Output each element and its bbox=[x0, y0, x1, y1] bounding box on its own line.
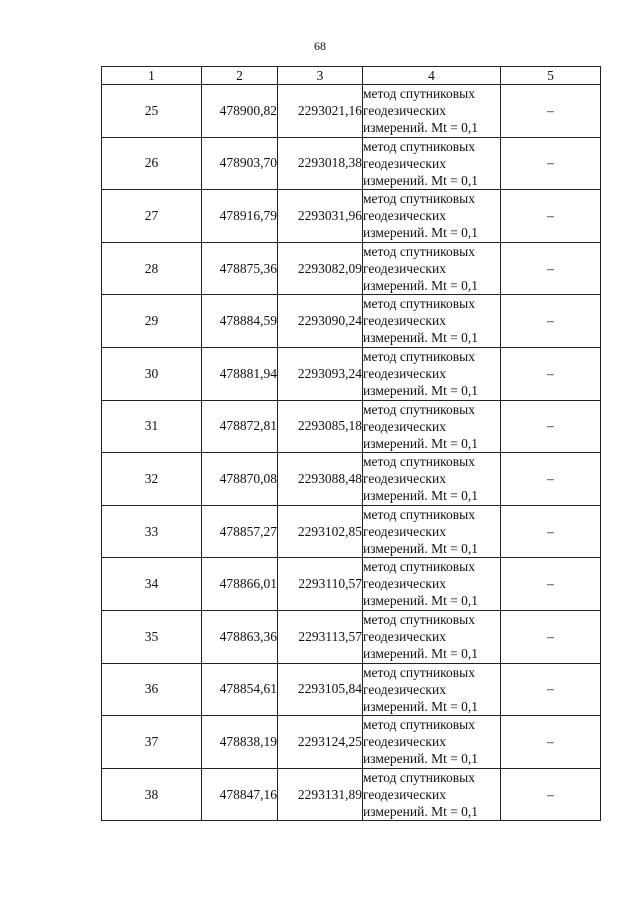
method-line-3: измерений. Mt = 0,1 bbox=[363, 435, 479, 451]
table-row bbox=[102, 242, 601, 295]
point-number: 33 bbox=[102, 505, 202, 558]
method-cell bbox=[363, 453, 501, 506]
method-line-2: геодезических bbox=[363, 155, 446, 171]
note-cell: – bbox=[501, 347, 601, 400]
method-line-1: метод спутниковых bbox=[363, 506, 475, 522]
point-number: 37 bbox=[102, 716, 202, 769]
note-cell: – bbox=[501, 400, 601, 453]
method-cell bbox=[363, 137, 501, 190]
method-line-2: геодезических bbox=[363, 523, 446, 539]
method-line-3: измерений. Mt = 0,1 bbox=[363, 172, 479, 188]
coordinate-y: 2293105,84 bbox=[278, 663, 363, 716]
header-col-2: 2 bbox=[202, 67, 278, 85]
method-line-2: геодезических bbox=[363, 786, 446, 802]
header-col-3: 3 bbox=[278, 67, 363, 85]
note-cell: – bbox=[501, 453, 601, 506]
method-line-2: геодезических bbox=[363, 471, 446, 487]
note-cell: – bbox=[501, 716, 601, 769]
coordinate-x: 478863,36 bbox=[202, 610, 278, 663]
coordinates-table bbox=[101, 66, 601, 821]
method-line-3: измерений. Mt = 0,1 bbox=[363, 803, 479, 819]
coordinate-x: 478857,27 bbox=[202, 505, 278, 558]
header-col-1: 1 bbox=[102, 67, 202, 85]
method-line-1: метод спутниковых bbox=[363, 191, 475, 207]
method-line-2: геодезических bbox=[363, 365, 446, 381]
method-line-1: метод спутниковых bbox=[363, 138, 475, 154]
table-row bbox=[102, 85, 601, 138]
method-line-3: измерений. Mt = 0,1 bbox=[363, 277, 479, 293]
table-row bbox=[102, 505, 601, 558]
coordinate-y: 2293113,57 bbox=[278, 610, 363, 663]
point-number: 27 bbox=[102, 190, 202, 243]
method-line-2: геодезических bbox=[363, 418, 446, 434]
coordinate-y: 2293090,24 bbox=[278, 295, 363, 348]
method-line-3: измерений. Mt = 0,1 bbox=[363, 698, 479, 714]
point-number: 31 bbox=[102, 400, 202, 453]
note-cell: – bbox=[501, 505, 601, 558]
method-line-1: метод спутниковых bbox=[363, 717, 475, 733]
method-cell bbox=[363, 558, 501, 611]
header-col-5: 5 bbox=[501, 67, 601, 85]
coordinate-x: 478866,01 bbox=[202, 558, 278, 611]
note-cell: – bbox=[501, 558, 601, 611]
method-line-1: метод спутниковых bbox=[363, 559, 475, 575]
method-cell bbox=[363, 505, 501, 558]
page-number: 68 bbox=[314, 39, 326, 53]
method-line-2: геодезических bbox=[363, 576, 446, 592]
coordinate-y: 2293131,89 bbox=[278, 768, 363, 821]
coordinate-x: 478916,79 bbox=[202, 190, 278, 243]
coordinate-y: 2293021,16 bbox=[278, 85, 363, 138]
method-line-2: геодезических bbox=[363, 628, 446, 644]
table-row bbox=[102, 663, 601, 716]
table-row bbox=[102, 347, 601, 400]
coordinate-x: 478900,82 bbox=[202, 85, 278, 138]
method-cell bbox=[363, 190, 501, 243]
method-line-3: измерений. Mt = 0,1 bbox=[363, 488, 479, 504]
method-line-2: геодезических bbox=[363, 681, 446, 697]
method-line-3: измерений. Mt = 0,1 bbox=[363, 593, 479, 609]
coordinate-x: 478870,08 bbox=[202, 453, 278, 506]
method-line-3: измерений. Mt = 0,1 bbox=[363, 645, 479, 661]
note-cell: – bbox=[501, 610, 601, 663]
table-row bbox=[102, 558, 601, 611]
method-line-1: метод спутниковых bbox=[363, 348, 475, 364]
method-line-1: метод спутниковых bbox=[363, 296, 475, 312]
method-line-2: геодезических bbox=[363, 313, 446, 329]
method-line-2: геодезических bbox=[363, 208, 446, 224]
method-line-3: измерений. Mt = 0,1 bbox=[363, 225, 479, 241]
coordinate-x: 478881,94 bbox=[202, 347, 278, 400]
method-line-1: метод спутниковых bbox=[363, 86, 475, 101]
table-row bbox=[102, 137, 601, 190]
point-number: 38 bbox=[102, 768, 202, 821]
coordinate-x: 478847,16 bbox=[202, 768, 278, 821]
point-number: 32 bbox=[102, 453, 202, 506]
coordinate-y: 2293018,38 bbox=[278, 137, 363, 190]
table-row bbox=[102, 453, 601, 506]
note-cell: – bbox=[501, 295, 601, 348]
coordinate-x: 478838,19 bbox=[202, 716, 278, 769]
coordinate-x: 478903,70 bbox=[202, 137, 278, 190]
note-cell: – bbox=[501, 242, 601, 295]
method-cell bbox=[363, 85, 501, 138]
coordinate-x: 478875,36 bbox=[202, 242, 278, 295]
coordinate-x: 478854,61 bbox=[202, 663, 278, 716]
point-number: 35 bbox=[102, 610, 202, 663]
coordinate-y: 2293102,85 bbox=[278, 505, 363, 558]
table-row bbox=[102, 400, 601, 453]
note-cell: – bbox=[501, 137, 601, 190]
method-cell bbox=[363, 295, 501, 348]
method-line-2: геодезических bbox=[363, 260, 446, 276]
point-number: 34 bbox=[102, 558, 202, 611]
method-line-1: метод спутниковых bbox=[363, 454, 475, 470]
method-line-3: измерений. Mt = 0,1 bbox=[363, 751, 479, 767]
point-number: 30 bbox=[102, 347, 202, 400]
note-cell: – bbox=[501, 190, 601, 243]
table-row bbox=[102, 610, 601, 663]
point-number: 29 bbox=[102, 295, 202, 348]
note-cell: – bbox=[501, 663, 601, 716]
method-cell bbox=[363, 716, 501, 769]
table-body bbox=[102, 85, 601, 821]
method-cell bbox=[363, 242, 501, 295]
coordinate-y: 2293085,18 bbox=[278, 400, 363, 453]
coordinate-x: 478884,59 bbox=[202, 295, 278, 348]
point-number: 26 bbox=[102, 137, 202, 190]
table-row bbox=[102, 190, 601, 243]
point-number: 36 bbox=[102, 663, 202, 716]
method-line-2: геодезических bbox=[363, 103, 446, 118]
method-line-1: метод спутниковых bbox=[363, 243, 475, 259]
note-cell: – bbox=[501, 85, 601, 138]
method-line-3: измерений. Mt = 0,1 bbox=[363, 120, 479, 135]
method-line-2: геодезических bbox=[363, 734, 446, 750]
method-line-3: измерений. Mt = 0,1 bbox=[363, 382, 479, 398]
method-line-3: измерений. Mt = 0,1 bbox=[363, 330, 479, 346]
table-header-row bbox=[102, 67, 601, 85]
header-col-4: 4 bbox=[363, 67, 501, 85]
coordinate-x: 478872,81 bbox=[202, 400, 278, 453]
method-cell bbox=[363, 347, 501, 400]
method-line-1: метод спутниковых bbox=[363, 611, 475, 627]
method-cell bbox=[363, 768, 501, 821]
table-row bbox=[102, 295, 601, 348]
coordinate-y: 2293082,09 bbox=[278, 242, 363, 295]
method-line-1: метод спутниковых bbox=[363, 664, 475, 680]
note-cell: – bbox=[501, 768, 601, 821]
coordinate-y: 2293093,24 bbox=[278, 347, 363, 400]
point-number: 28 bbox=[102, 242, 202, 295]
table-row bbox=[102, 716, 601, 769]
method-line-1: метод спутниковых bbox=[363, 769, 475, 785]
coordinate-y: 2293124,25 bbox=[278, 716, 363, 769]
method-cell bbox=[363, 610, 501, 663]
method-line-1: метод спутниковых bbox=[363, 401, 475, 417]
coordinate-y: 2293031,96 bbox=[278, 190, 363, 243]
method-line-3: измерений. Mt = 0,1 bbox=[363, 540, 479, 556]
method-cell bbox=[363, 663, 501, 716]
method-cell bbox=[363, 400, 501, 453]
point-number: 25 bbox=[102, 85, 202, 138]
table-row bbox=[102, 768, 601, 821]
coordinate-y: 2293110,57 bbox=[278, 558, 363, 611]
coordinate-y: 2293088,48 bbox=[278, 453, 363, 506]
